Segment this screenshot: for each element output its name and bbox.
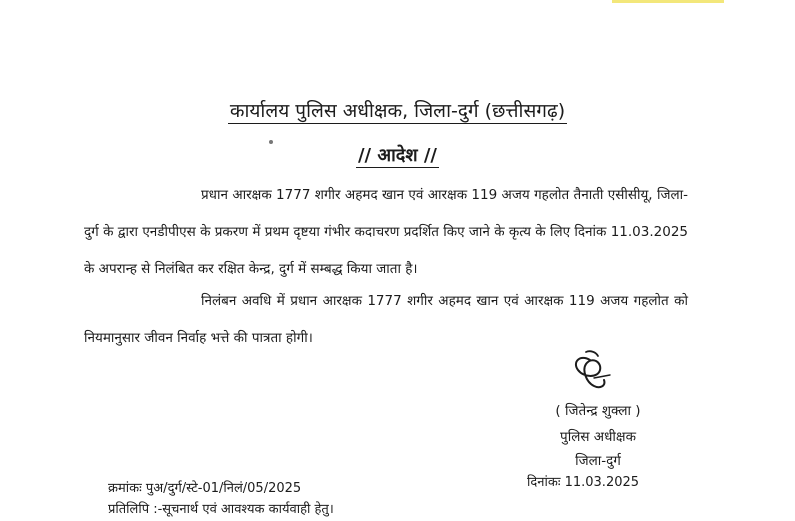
copy-to-note: प्रतिलिपि :-सूचनार्थ एवं आवश्यक कार्यवाही हेतु। [108,502,334,517]
reference-number: क्रमांकः पुअ/दुर्ग/स्टे-01/निलं/05/2025 [108,481,302,496]
order-heading-text: // आदेश // [357,145,438,166]
order-heading [0,144,795,168]
order-paragraph-1-text: प्रधान आरक्षक 1777 शगीर अहमद खान एवं आरक्षक 119 अजय गहलोत तैनाती एसीसीयू, जिला-दुर्ग के द्वारा एनडीपीएस के प्रकरण में प्रथम दृष्टया गंभीर कदाचरण प्रदर्शित किए जाने के कृत्य के लिए दिनांक 11.03.2025 के अपरान्ह से निलंबित कर रक्षित केन्द्र, दुर्ग में सम्बद्ध किया जाता है। [84,187,688,277]
office-title [0,98,795,124]
handwritten-signature [520,348,660,398]
signatory-name: ( जितेन्द्र शुक्ला ) [555,403,641,419]
order-paragraph-2-text: निलंबन अवधि में प्रधान आरक्षक 1777 शगीर अहमद खान एवं आरक्षक 119 अजय गहलोत को नियमानुसार जीवन निर्वाह भत्ते की पात्रता होगी। [84,293,688,346]
corner-highlight-mark [612,0,724,3]
signatory-district: जिला-दुर्ग [575,453,621,469]
signature-area [520,348,660,398]
order-date: दिनांकः 11.03.2025 [527,475,640,490]
office-title-text: कार्यालय पुलिस अधीक्षक, जिला-दुर्ग (छत्तीसगढ़) [229,100,566,122]
order-paragraph-2 [84,283,688,357]
order-paragraph-1 [84,177,688,288]
signatory-designation: पुलिस अधीक्षक [560,429,636,445]
